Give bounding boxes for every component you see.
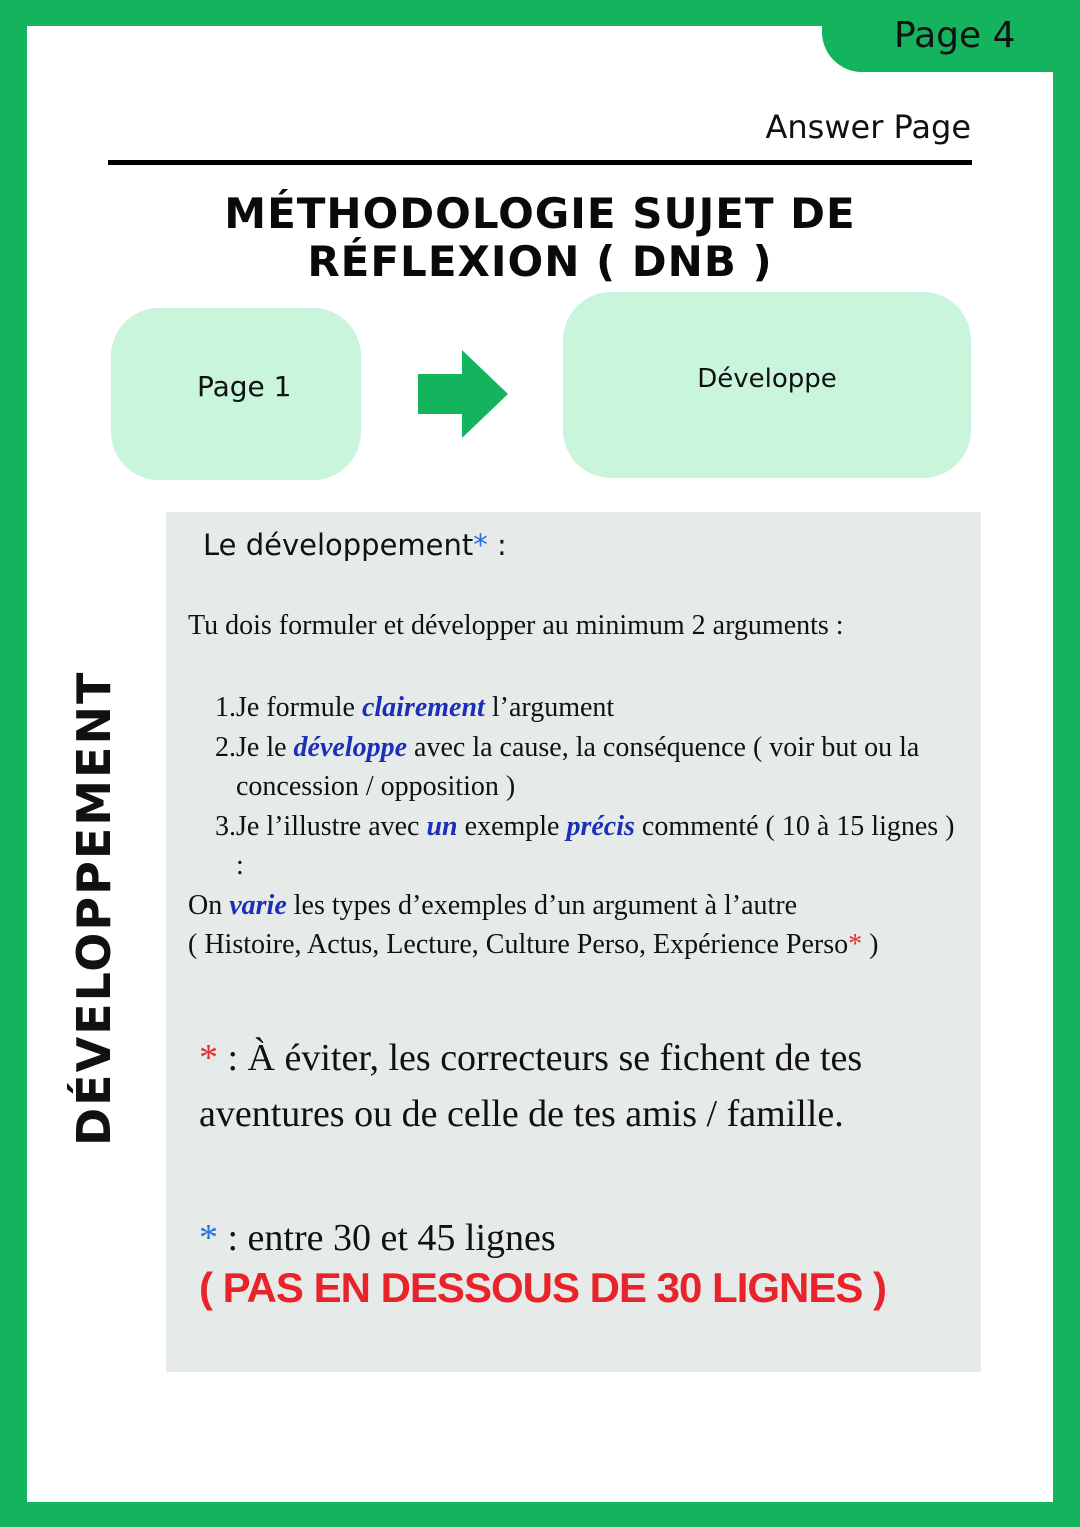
answer-page-label: Answer Page: [765, 108, 971, 146]
list-item-text: [236, 807, 958, 886]
page-number-tab: Page 4: [822, 0, 1080, 72]
page-title: [200, 190, 880, 286]
footnote-length: [199, 1210, 556, 1266]
list-item: [188, 807, 958, 886]
title-line-1: MÉTHODOLOGIE SUJET DE: [224, 189, 856, 238]
header-divider: [108, 160, 972, 165]
step-text: Je l’illustre avec: [236, 810, 427, 842]
vary-text: les types d’exemples d’un argument à l’autre: [286, 889, 798, 921]
content-panel: [166, 512, 981, 1372]
list-item-number: 3.: [215, 810, 236, 842]
step-text: l’argument: [484, 692, 615, 723]
flow-box-source-label: Page 1: [197, 370, 292, 403]
step-text: commenté ( 10 à 15 lignes ) :: [236, 810, 955, 881]
vary-line: [188, 886, 958, 926]
step-text: Je le: [236, 731, 294, 763]
title-line-2: RÉFLEXION ( DNB ): [307, 237, 773, 286]
footnote-length-text: : entre 30 et 45 lignes: [218, 1217, 556, 1259]
asterisk-icon: *: [199, 1217, 218, 1259]
list-item: [188, 688, 958, 728]
vary-text: On: [188, 889, 230, 921]
keyword: varie: [229, 889, 287, 921]
list-item: [188, 728, 958, 807]
keyword: développe: [293, 731, 408, 763]
keyword: clairement: [361, 692, 485, 723]
asterisk-icon: *: [199, 1037, 218, 1079]
keyword: précis: [566, 810, 635, 842]
list-item-number: 2.: [215, 731, 236, 763]
right-arrow-icon: [416, 348, 510, 440]
section-side-label: DÉVELOPPEMENT: [67, 670, 121, 1146]
panel-intro: Tu dois formuler et développer au minimum 2 arguments :: [188, 610, 844, 641]
list-item-text: [236, 728, 958, 807]
list-item-text: [236, 688, 614, 728]
footnote-avoid-text: : À éviter, les correcteurs se fichent de tes aventures ou de celle de tes amis / famille.: [199, 1037, 863, 1135]
minimum-lines-warning: ( PAS EN DESSOUS DE 30 LIGNES ): [199, 1264, 887, 1311]
list-item-number: 1.: [215, 692, 236, 723]
example-types-close: ): [862, 929, 879, 960]
example-types-text: ( Histoire, Actus, Lecture, Culture Perso, Expérience Perso: [188, 929, 849, 960]
flow-box-source: [111, 308, 361, 480]
step-text: avec la cause, la conséquence ( voir but ou la concession / opposition ): [236, 731, 920, 802]
flow-box-target-label: Développe: [697, 364, 837, 394]
panel-heading-text: Le développement: [203, 528, 474, 562]
step-text: Je formule: [236, 692, 362, 723]
panel-heading-colon: :: [487, 528, 507, 562]
panel-heading: [203, 528, 507, 562]
footnote-avoid: [199, 1030, 919, 1142]
keyword: un: [426, 810, 458, 842]
step-text: exemple: [457, 810, 567, 842]
asterisk-icon: *: [848, 929, 863, 960]
steps-list: [188, 688, 958, 965]
asterisk-icon: *: [473, 528, 488, 562]
example-types-line: [188, 925, 958, 965]
flow-box-target: [563, 292, 971, 478]
